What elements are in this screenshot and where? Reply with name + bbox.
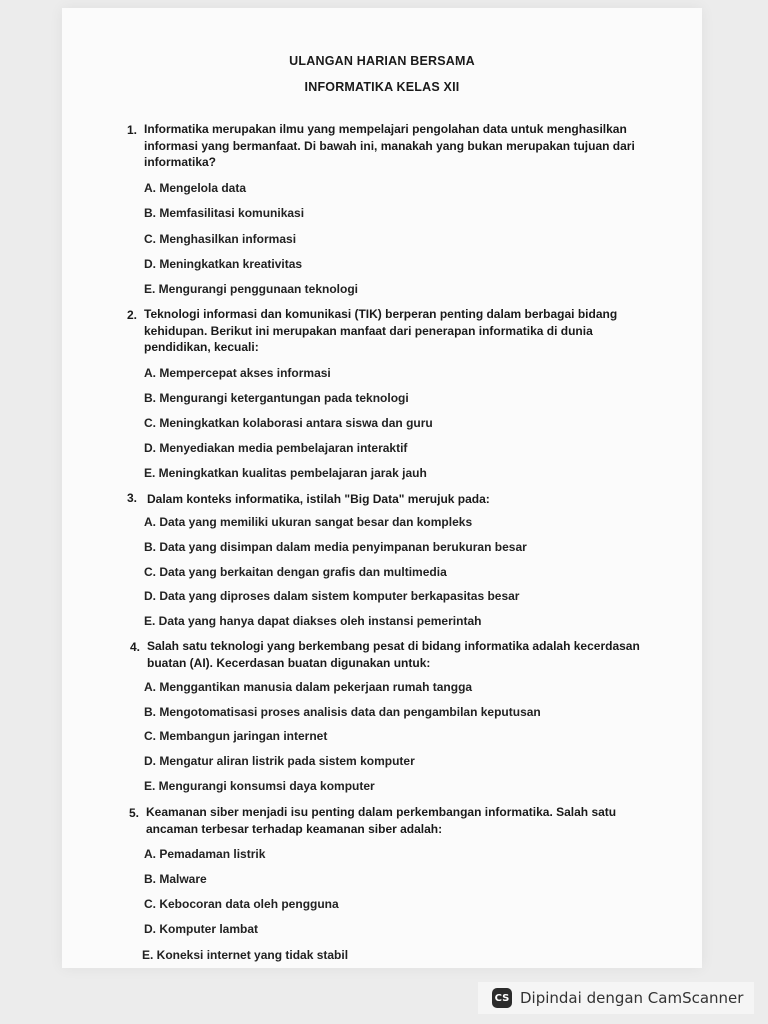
option-c: C. Data yang berkaitan dengan grafis dan multimedia bbox=[144, 565, 447, 579]
option-d: D. Menyediakan media pembelajaran interaktif bbox=[144, 441, 408, 455]
question-text: Informatika merupakan ilmu yang mempelajari pengolahan data untuk menghasilkan informasi yang bermanfaat. Di bawah ini, manakah yang bukan merupakan tujuan dari informatika? bbox=[144, 122, 635, 169]
option-b: B. Memfasilitasi komunikasi bbox=[144, 206, 305, 220]
option-d: D. Data yang diproses dalam sistem komputer berkapasitas besar bbox=[144, 589, 520, 603]
camscanner-text: Dipindai dengan CamScanner bbox=[520, 989, 744, 1007]
option-a: A. Menggantikan manusia dalam pekerjaan rumah tangga bbox=[144, 680, 473, 694]
option-e: E. Data yang hanya dapat diakses oleh instansi pemerintah bbox=[144, 614, 482, 628]
option-a: A. Pemadaman listrik bbox=[144, 847, 266, 861]
option-d: D. Komputer lambat bbox=[144, 922, 259, 936]
option-b: B. Data yang disimpan dalam media penyimpanan berukuran besar bbox=[144, 540, 527, 554]
option-b: B. Malware bbox=[144, 872, 207, 886]
option-c: C. Membangun jaringan internet bbox=[144, 729, 328, 743]
document-title: ULANGAN HARIAN BERSAMA bbox=[289, 54, 475, 68]
question-text: Keamanan siber menjadi isu penting dalam perkembangan informatika. Salah satu ancaman terbesar terhadap keamanan siber adalah: bbox=[146, 805, 617, 836]
option-e: E. Mengurangi penggunaan teknologi bbox=[144, 282, 359, 296]
option-b: B. Mengotomatisasi proses analisis data dan pengambilan keputusan bbox=[144, 705, 541, 719]
question-text: Dalam konteks informatika, istilah "Big Data" merujuk pada: bbox=[147, 492, 490, 506]
option-a: A. Mempercepat akses informasi bbox=[144, 366, 331, 380]
option-e: E. Meningkatkan kualitas pembelajaran jarak jauh bbox=[144, 466, 427, 480]
camscanner-watermark bbox=[478, 982, 754, 1014]
camscanner-logo-icon: CS bbox=[492, 988, 512, 1008]
question-number: 5. bbox=[129, 806, 140, 820]
document-subtitle: INFORMATIKA KELAS XII bbox=[304, 80, 460, 94]
option-b: B. Mengurangi ketergantungan pada teknologi bbox=[144, 391, 409, 405]
option-e: E. Mengurangi konsumsi daya komputer bbox=[144, 779, 375, 793]
question-number: 4. bbox=[130, 640, 141, 654]
option-c: C. Menghasilkan informasi bbox=[144, 232, 297, 246]
question-text: Salah satu teknologi yang berkembang pesat di bidang informatika adalah kecerdasan buatan (AI). Kecerdasan buatan digunakan untuk: bbox=[147, 639, 640, 670]
option-c: C. Kebocoran data oleh pengguna bbox=[144, 897, 339, 911]
option-a: A. Mengelola data bbox=[144, 181, 247, 195]
question-number: 1. bbox=[127, 123, 138, 137]
option-a: A. Data yang memiliki ukuran sangat besar dan kompleks bbox=[144, 515, 473, 529]
option-c: C. Meningkatkan kolaborasi antara siswa dan guru bbox=[144, 416, 433, 430]
option-d: D. Mengatur aliran listrik pada sistem komputer bbox=[144, 754, 415, 768]
question-number: 2. bbox=[127, 308, 138, 322]
question-number: 3. bbox=[127, 491, 138, 505]
option-e: E. Koneksi internet yang tidak stabil bbox=[142, 948, 349, 962]
option-d: D. Meningkatkan kreativitas bbox=[144, 257, 303, 271]
question-text: Teknologi informasi dan komunikasi (TIK) berperan penting dalam berbagai bidang kehidupan. Berikut ini merupakan manfaat dari penerapan informatika di dunia pendidikan, kecuali: bbox=[144, 307, 618, 354]
